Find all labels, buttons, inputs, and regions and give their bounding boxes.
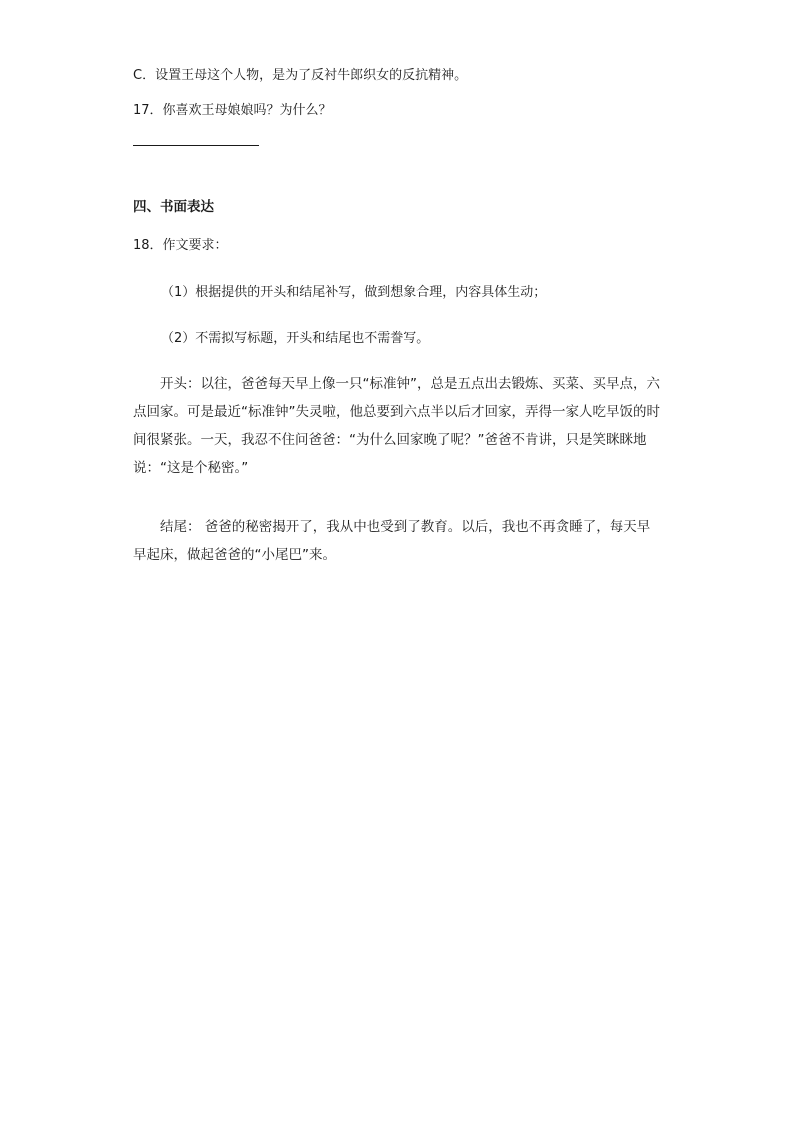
section-4-title: 四、书面表达	[133, 199, 214, 215]
question-16-option-c: C．设置王母这个人物，是为了反衬牛郎织女的反抗精神。	[133, 68, 468, 83]
answer-blank-line	[133, 145, 259, 146]
essay-opening: 开头：以往，爸爸每天早上像一只“标准钟”，总是五点出去锻炼、买菜、买早点，六点回家。可是最近“标准钟”失灵啦，他总要到六点半以后才回家，弄得一家人吃早饭的时间很紧张。一天，我忍不住问爸爸：“为什么回家晚了呢？”爸爸不肯讲，只是笑眯眯地说：“这是个秘密。”	[133, 376, 660, 476]
essay-ending: 结尾： 爸爸的秘密揭开了，我从中也受到了教育。以后，我也不再贪睡了，每天早早起床，做起爸爸的“小尾巴”来。	[133, 519, 651, 563]
question-18: 18．作文要求：	[133, 238, 228, 253]
requirement-2: （2）不需拟写标题，开头和结尾也不需誊写。	[161, 331, 430, 346]
question-17: 17．你喜欢王母娘娘吗？为什么？	[133, 103, 332, 118]
requirement-1: （1）根据提供的开头和结尾补写，做到想象合理，内容具体生动；	[161, 285, 547, 300]
